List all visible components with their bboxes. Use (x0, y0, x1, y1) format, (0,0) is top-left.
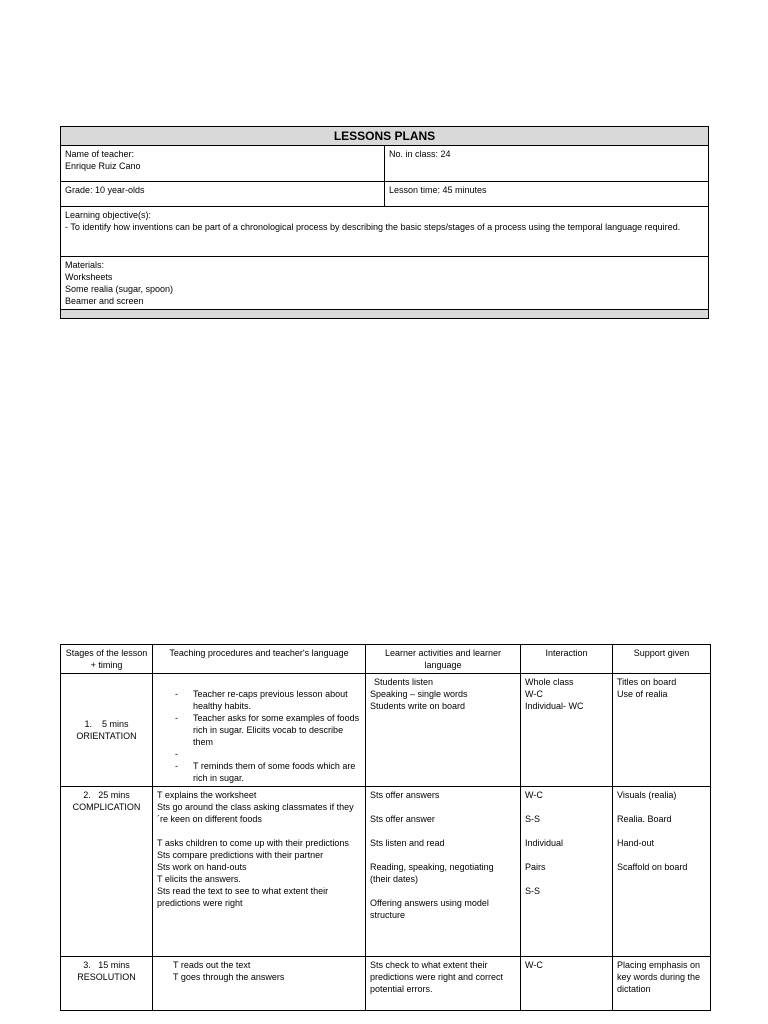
stage-timing-line (65, 718, 148, 730)
learner-gap (370, 825, 516, 837)
support-item: Hand-out (617, 838, 655, 848)
stage-number: 3. (83, 960, 91, 970)
procedure-item (191, 748, 361, 760)
procedure-line: T asks children to come up with their predictions (157, 838, 349, 848)
learner-item: Speaking – single words (370, 689, 468, 699)
col-header-support: Support given (613, 645, 711, 674)
procedures-cell (153, 957, 366, 1011)
interaction-item: W-C (525, 960, 543, 970)
support-item: Scaffold on board (617, 862, 688, 872)
procedure-line: Sts read the text to see to what extent their predictions were right (157, 886, 329, 908)
learner-gap (370, 885, 516, 897)
stage-cell (61, 674, 153, 787)
interaction-item: Individual- WC (525, 701, 584, 711)
teacher-name: Enrique Ruiz Cano (65, 161, 141, 171)
stage-name: RESOLUTION (77, 972, 136, 982)
interaction-item: W-C (525, 689, 543, 699)
interaction-cell (521, 787, 613, 957)
learner-item: Offering answers using model structure (370, 898, 489, 920)
learner-gap (370, 801, 516, 813)
stage-cell (61, 787, 153, 957)
lesson-plan-header-table (60, 126, 709, 319)
stage-timing: 25 mins (98, 790, 130, 800)
learner-gap (370, 849, 516, 861)
table-row (61, 787, 711, 957)
procedure-line: T reads out the text (173, 960, 251, 970)
procedure-line: Sts go around the class asking classmates if they´re keen on different foods (157, 802, 354, 824)
interaction-gap (525, 849, 608, 861)
learner-item: Reading, speaking, negotiating (their dates) (370, 862, 494, 884)
objective-label: Learning objective(s): (65, 210, 152, 220)
support-gap (617, 801, 706, 813)
table-row (61, 957, 711, 1011)
learner-cell (366, 674, 521, 787)
support-cell (613, 674, 711, 787)
support-item: Placing emphasis on key words during the dictation (617, 960, 701, 994)
support-item: Realia. Board (617, 814, 672, 824)
learner-item: Students listen (374, 677, 434, 687)
materials-item: Worksheets (65, 272, 113, 282)
lesson-stages-table (60, 644, 711, 1011)
support-cell (613, 957, 711, 1011)
procedures-cell (153, 674, 366, 787)
interaction-gap (525, 873, 608, 885)
table-row (61, 674, 711, 787)
support-gap (617, 825, 706, 837)
stage-name: ORIENTATION (76, 731, 137, 741)
grade: Grade: 10 year-olds (61, 182, 385, 207)
stage-name: COMPLICATION (72, 802, 141, 812)
interaction-item: S-S (525, 886, 541, 896)
teacher-label: Name of teacher: (65, 149, 135, 159)
procedure-item: - Teacher asks for some examples of foods rich in sugar. Elicits vocab to describe them (191, 712, 361, 748)
col-header-interaction: Interaction (521, 645, 613, 674)
header-footer-bar (61, 310, 709, 319)
learner-item: Sts offer answer (370, 814, 435, 824)
col-header-procedures: Teaching procedures and teacher's language (153, 645, 366, 674)
procedure-item: - T reminds them of some foods which are rich in sugar. (191, 760, 361, 784)
learner-item: Sts check to what extent their predictions were right and correct potential errors. (370, 960, 504, 994)
procedure-line: T explains the worksheet (157, 790, 257, 800)
class-count: No. in class: 24 (385, 146, 709, 182)
stage-number: 2. (83, 790, 91, 800)
stage-timing-line (65, 789, 148, 801)
procedure-item: - Teacher re-caps previous lesson about healthy habits. (191, 688, 361, 712)
stage-number: 1. (84, 719, 92, 729)
objective-text: - To identify how inventions can be part of a chronological process by describing the basic steps/stages of a process using the temporal language required. (65, 222, 681, 232)
lesson-plan-title: LESSONS PLANS (61, 127, 709, 146)
learner-cell (366, 787, 521, 957)
interaction-item: Individual (525, 838, 564, 848)
interaction-cell (521, 957, 613, 1011)
interaction-gap (525, 825, 608, 837)
learner-item: Students write on board (370, 701, 466, 711)
stage-timing-line (65, 959, 148, 971)
materials-item: Beamer and screen (65, 296, 144, 306)
interaction-item: S-S (525, 814, 541, 824)
interaction-cell (521, 674, 613, 787)
support-cell (613, 787, 711, 957)
col-header-stages: Stages of the lesson + timing (61, 645, 153, 674)
support-gap (617, 849, 706, 861)
support-item: Use of realia (617, 689, 668, 699)
stage-timing: 5 mins (102, 719, 129, 729)
lesson-time: Lesson time: 45 minutes (385, 182, 709, 207)
procedures-cell (153, 787, 366, 957)
learner-cell (366, 957, 521, 1011)
procedure-line: Sts compare predictions with their partner (157, 850, 324, 860)
stage-cell (61, 957, 153, 1011)
interaction-item: Pairs (525, 862, 546, 872)
col-header-learner: Learner activities and learner language (366, 645, 521, 674)
support-item: Visuals (realia) (617, 790, 677, 800)
teacher-cell (61, 146, 385, 182)
materials-item: Some realia (sugar, spoon) (65, 284, 174, 294)
learner-item: Sts listen and read (370, 838, 445, 848)
interaction-gap (525, 801, 608, 813)
objective-cell (61, 207, 709, 257)
support-item: Titles on board (617, 677, 677, 687)
procedure-gap (157, 825, 361, 837)
interaction-item: Whole class (525, 677, 574, 687)
procedure-line: T elicits the answers. (157, 874, 241, 884)
procedure-line: Sts work on hand-outs (157, 862, 247, 872)
learner-item: Sts offer answers (370, 790, 440, 800)
materials-cell (61, 257, 709, 310)
materials-label: Materials: (65, 260, 105, 270)
interaction-item: W-C (525, 790, 543, 800)
procedure-line: T goes through the answers (173, 972, 285, 982)
stage-timing: 15 mins (98, 960, 130, 970)
